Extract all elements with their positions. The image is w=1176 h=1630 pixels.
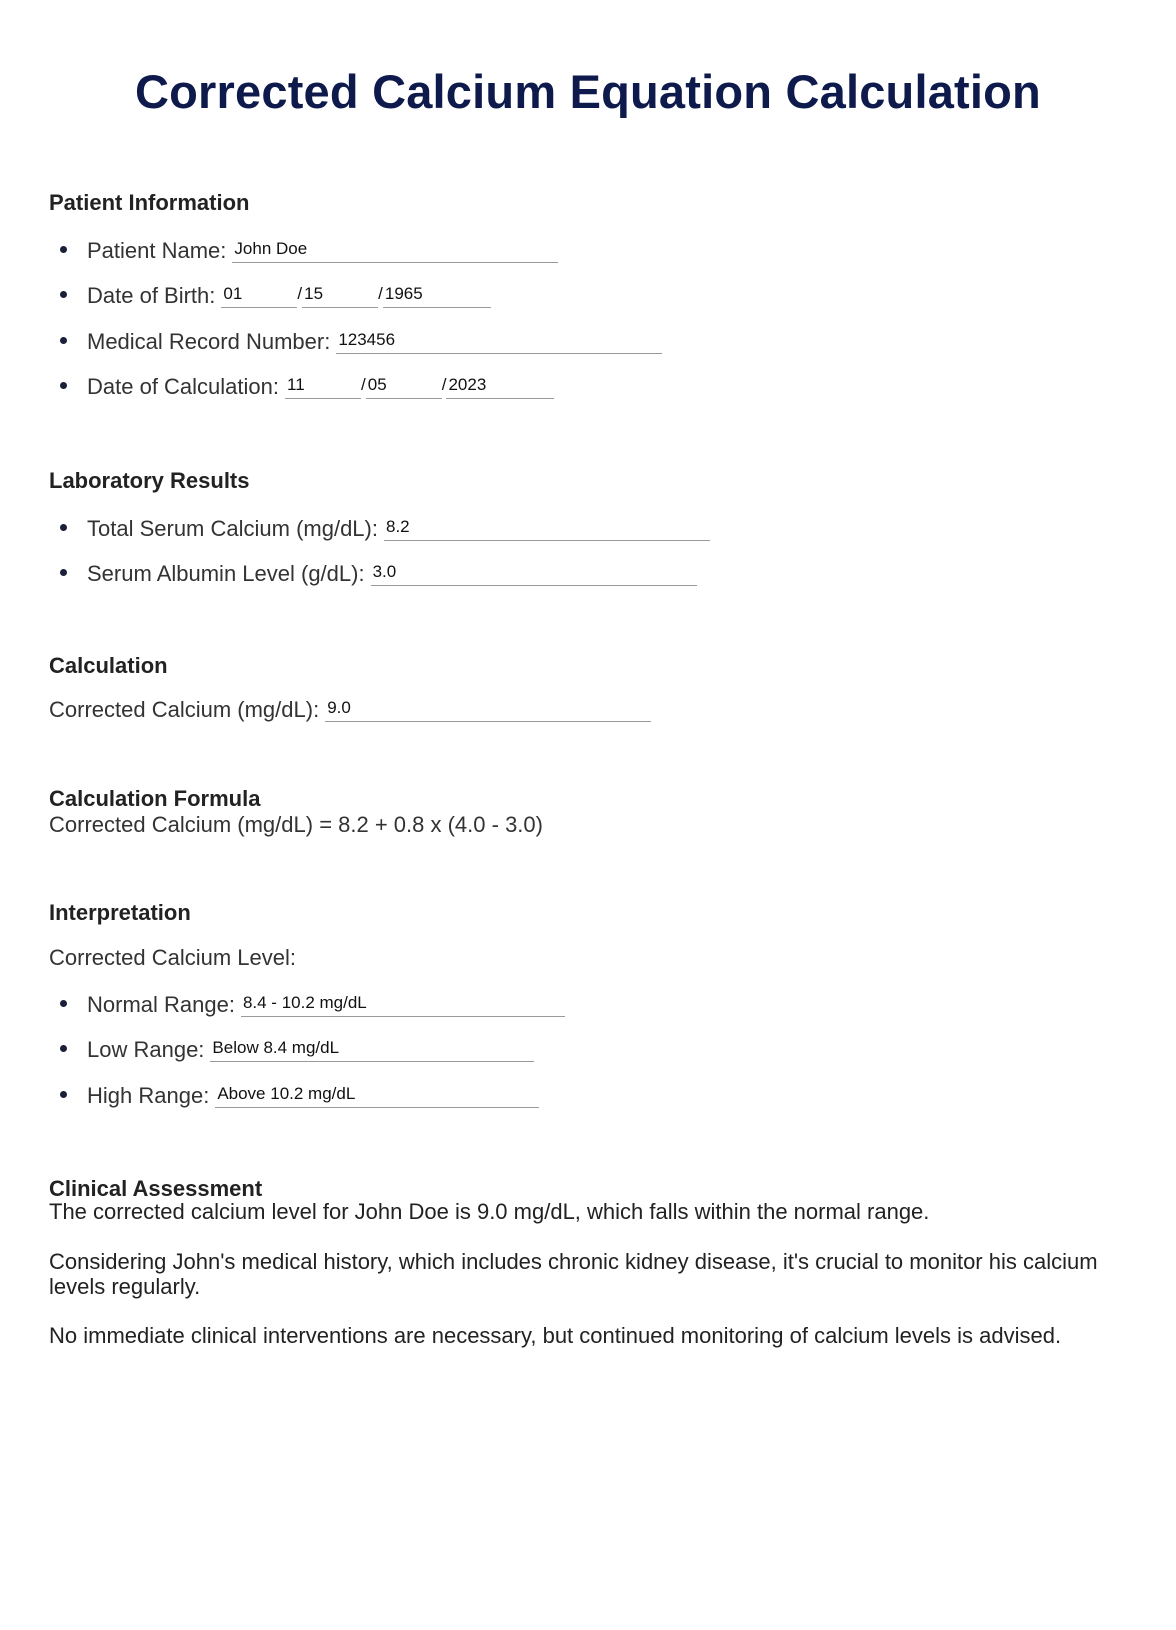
assessment-paragraph: The corrected calcium level for John Doe is 9.0 mg/dL, which falls within the normal range. — [49, 1199, 930, 1224]
corrected-calcium-level-label: Corrected Calcium Level: — [49, 945, 296, 970]
date-separator: / — [441, 375, 447, 394]
calc-month-field[interactable]: 11 — [285, 375, 361, 399]
low-range-label: Low Range: — [87, 1037, 205, 1062]
date-separator: / — [361, 375, 366, 394]
calculation-heading: Calculation — [49, 653, 168, 678]
dob-month-field[interactable]: 01 — [221, 284, 297, 308]
date-of-calculation-row — [60, 374, 554, 403]
assessment-paragraph: No immediate clinical interventions are necessary, but continued monitoring of calcium levels is advised. — [49, 1323, 1062, 1348]
bullet-icon — [60, 1000, 67, 1007]
bullet-icon — [60, 246, 67, 253]
high-range-label: High Range: — [87, 1083, 210, 1108]
clinical-assessment-heading: Clinical Assessment — [49, 1176, 263, 1201]
laboratory-results-heading: Laboratory Results — [49, 468, 250, 493]
normal-range-label: Normal Range: — [87, 992, 235, 1017]
date-of-birth-row — [60, 283, 491, 312]
bullet-icon — [60, 1091, 67, 1098]
date-separator: / — [378, 284, 383, 303]
medical-record-number-row — [60, 329, 662, 358]
date-of-calculation-label: Date of Calculation: — [87, 374, 279, 399]
date-separator: / — [297, 284, 303, 303]
corrected-calcium-label: Corrected Calcium (mg/dL): — [49, 697, 320, 722]
dob-day-field[interactable]: 15 — [302, 284, 378, 308]
total-serum-calcium-label: Total Serum Calcium (mg/dL): — [87, 516, 378, 541]
bullet-icon — [60, 291, 67, 298]
patient-name-field[interactable]: John Doe — [232, 239, 558, 263]
bullet-icon — [60, 569, 67, 576]
high-range-row — [60, 1083, 539, 1112]
high-range-field[interactable]: Above 10.2 mg/dL — [215, 1084, 539, 1108]
document-title: Corrected Calcium Equation Calculation — [135, 65, 1041, 118]
serum-albumin-label: Serum Albumin Level (g/dL): — [87, 561, 365, 586]
bullet-icon — [60, 382, 67, 389]
total-serum-calcium-field[interactable]: 8.2 — [384, 517, 710, 541]
medical-record-number-label: Medical Record Number: — [87, 329, 331, 354]
dob-year-field[interactable]: 1965 — [383, 284, 491, 308]
calculation-formula-text: Corrected Calcium (mg/dL) = 8.2 + 0.8 x (4.0 - 3.0) — [49, 812, 543, 837]
serum-albumin-field[interactable]: 3.0 — [371, 562, 697, 586]
patient-name-label: Patient Name: — [87, 238, 227, 263]
interpretation-heading: Interpretation — [49, 900, 191, 925]
bullet-icon — [60, 524, 67, 531]
normal-range-field[interactable]: 8.4 - 10.2 mg/dL — [241, 993, 565, 1017]
total-serum-calcium-row — [60, 516, 710, 545]
corrected-calcium-field[interactable]: 9.0 — [325, 698, 651, 722]
normal-range-row — [60, 992, 565, 1021]
serum-albumin-row — [60, 561, 697, 590]
patient-information-heading: Patient Information — [49, 190, 250, 215]
calculation-formula-heading: Calculation Formula — [49, 786, 261, 811]
date-of-birth-label: Date of Birth: — [87, 283, 216, 308]
assessment-paragraph: Considering John's medical history, which includes chronic kidney disease, it's crucial to monitor his calcium levels regularly. — [49, 1249, 1098, 1299]
patient-name-row — [60, 238, 558, 267]
medical-record-number-field[interactable]: 123456 — [336, 330, 662, 354]
bullet-icon — [60, 337, 67, 344]
corrected-calcium-row — [49, 697, 651, 726]
bullet-icon — [60, 1045, 67, 1052]
calc-day-field[interactable]: 05 — [366, 375, 442, 399]
low-range-field[interactable]: Below 8.4 mg/dL — [210, 1038, 534, 1062]
calc-year-field[interactable]: 2023 — [446, 375, 554, 399]
low-range-row — [60, 1037, 534, 1066]
